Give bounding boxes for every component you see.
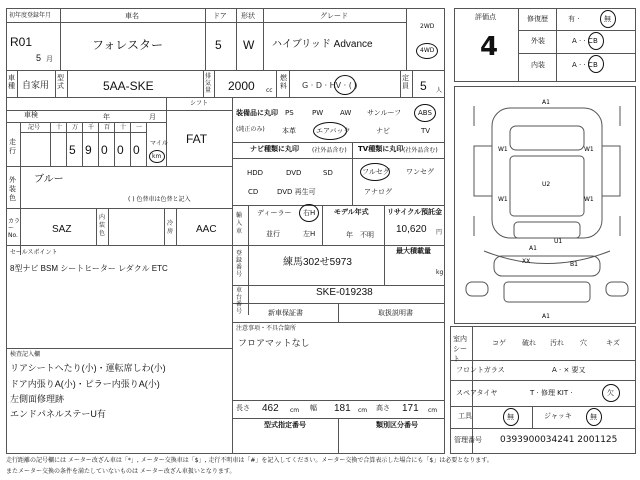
doors-value: 5 xyxy=(215,38,222,52)
fuel-hv-circle xyxy=(334,75,356,95)
inspection-month-unit: 月 xyxy=(149,113,156,121)
reg-label: 登録番号 xyxy=(236,250,243,278)
color-value: ブルー xyxy=(34,174,64,185)
navi-dvd-play: DVD 再生可 xyxy=(277,188,316,196)
diag-a1-top: A1 xyxy=(542,99,550,106)
equip-aw: AW xyxy=(340,109,352,117)
seat-yogore: 汚れ xyxy=(550,339,564,347)
unit-6: 一 xyxy=(136,124,143,131)
spare-selected: 欠 xyxy=(607,389,614,397)
import-dealer: ディーラー xyxy=(257,209,292,217)
equip-sunroof: サンルーフ xyxy=(367,109,402,117)
diag-a1-mid: A1 xyxy=(529,245,537,252)
mileage-side-label: 走行 xyxy=(9,138,16,155)
reg-value: 練馬302せ5973 xyxy=(283,257,352,268)
import-parallel: 並行 xyxy=(266,230,280,238)
new-warranty: 新車保証書 xyxy=(268,309,303,317)
equip-ps: PS xyxy=(285,109,294,117)
unit-3: 千 xyxy=(88,124,95,131)
spare-label: スペアタイヤ xyxy=(456,389,498,397)
car-damage-diagram xyxy=(454,86,636,324)
color-note: ( ) 色替車は色替と記入 xyxy=(128,196,191,203)
navi-dvd: DVD xyxy=(286,169,302,177)
diag-w1-left2: W1 xyxy=(498,196,508,203)
inspector-line-1: リアシートヘたり(小)・運転席しわ(小) xyxy=(10,363,166,373)
front-glass-label: フロントガラス xyxy=(456,366,505,374)
sales-text: 8型ナビ BSM シートヒーター レダクル ETC xyxy=(10,264,168,273)
diag-b1: B1 xyxy=(570,261,578,268)
height-unit: cm xyxy=(428,407,438,414)
front-glass-value: A · × 要又 xyxy=(552,366,586,374)
repair-label: 修復歴 xyxy=(527,15,548,23)
repair-selected: 無 xyxy=(604,15,611,23)
notes-value: フロアマットなし xyxy=(238,338,310,348)
equip-pw: PW xyxy=(312,109,324,117)
navi-type-sub: (社外品含む) xyxy=(312,147,347,154)
diag-w1-left: W1 xyxy=(498,146,508,153)
recycle-label: リサイクル預託金 xyxy=(387,208,443,216)
equip-airbag: エアバック xyxy=(316,127,351,135)
displacement-label: 排気量 xyxy=(205,73,212,94)
navi-hdd: HDD xyxy=(247,169,264,177)
jack-label: ジャッキ xyxy=(544,412,572,420)
import-rh: 右H xyxy=(303,209,316,217)
tools-selected: 無 xyxy=(507,413,514,421)
capacity-label: 定員 xyxy=(402,74,409,90)
equip-navi: ナビ xyxy=(376,127,390,135)
unit-5: 十 xyxy=(120,124,127,131)
length-unit: cm xyxy=(290,407,300,414)
persons-unit: 人 xyxy=(436,87,443,94)
notes-label: 注意事項・不具合箇所 xyxy=(236,325,297,332)
jack-selected: 無 xyxy=(590,413,597,421)
color-side-label: 外装色 xyxy=(9,176,16,202)
seat-kizu: キズ xyxy=(606,339,620,347)
tv-fullseg: フルセグ xyxy=(362,168,390,176)
manage-label: 管理番号 xyxy=(454,436,482,444)
model-label: 型式 xyxy=(57,74,64,90)
tv-oneseg: ワンセグ xyxy=(406,168,434,176)
shift-value: FAT xyxy=(186,132,208,146)
km-label: km xyxy=(152,153,162,160)
model-year-value: 年 不明 xyxy=(346,231,374,239)
interior-label: 内装 xyxy=(531,61,545,69)
car-name: フォレスター xyxy=(92,38,164,52)
tools-label: 工具 xyxy=(458,412,472,420)
width-unit: cm xyxy=(358,407,368,414)
seat-ana: 穴 xyxy=(580,339,587,347)
unit-0: 記号 xyxy=(28,124,41,131)
width-value: 181 xyxy=(334,403,351,414)
score-value: 4 xyxy=(480,32,499,62)
drive-4wd: 4WD xyxy=(420,47,435,54)
score-label: 評価点 xyxy=(475,13,496,21)
equip-header-sub: (純正のみ) xyxy=(236,126,265,133)
first-reg-label: 初年度登録年月 xyxy=(9,12,52,19)
first-reg-month: 5 xyxy=(36,53,42,63)
unit-1: 十 xyxy=(56,124,63,131)
footer-line-1: 走行距離の記号欄には メーター改ざん車は「*」, メーター交換車は「$」, 走行不明車は「#」を記入してください。メーター交換で合算表示した場合にも「$」は必要となります。 xyxy=(6,457,493,464)
digit-1: 5 xyxy=(69,143,76,157)
diag-w1-right: W1 xyxy=(584,146,594,153)
repair-options: 有 · xyxy=(568,15,580,23)
interior-selected: B xyxy=(593,61,598,69)
month-unit: 月 xyxy=(46,55,53,63)
grade-label: グレード xyxy=(320,12,348,20)
digit-5: 0 xyxy=(133,143,140,157)
diag-u2: U2 xyxy=(542,181,551,188)
inspector-label: 検査記入欄 xyxy=(10,351,41,358)
import-label: 輸入車 xyxy=(236,212,243,235)
max-load-label: 最大積載量 xyxy=(396,247,431,255)
width-label: 幅 xyxy=(310,404,317,412)
digit-2: 9 xyxy=(85,143,92,157)
type-spec-label: 型式指定番号 xyxy=(264,421,306,429)
digit-3: 0 xyxy=(101,143,108,157)
int-color-label: 内装色 xyxy=(99,214,106,237)
max-load-unit: kg xyxy=(436,269,444,276)
recycle-yen: 円 xyxy=(436,229,443,236)
digit-4: 0 xyxy=(117,143,124,157)
length-label: 長さ xyxy=(236,404,250,412)
mile-label: マイル xyxy=(150,140,168,147)
tv-analog: アナログ xyxy=(364,188,392,196)
model-value: 5AA-SKE xyxy=(103,79,154,93)
import-lh: 左H xyxy=(303,230,316,238)
seat-yabure: 破れ xyxy=(522,339,536,347)
footer-line-2: またメーター交換の条件を満たしていないものは メーター改ざん車扱いとなります。 xyxy=(6,468,236,475)
type-label: 車種 xyxy=(8,74,15,90)
recycle-value: 10,620 xyxy=(396,224,427,235)
interior-seat-label: 室内シート xyxy=(453,335,467,363)
equip-abs: ABS xyxy=(418,109,432,117)
navi-type-label: ナビ種類に丸印 xyxy=(250,145,299,153)
model-year-label: モデル年式 xyxy=(334,208,369,216)
inspector-line-3: 左側面修理跡 xyxy=(10,394,65,404)
sales-label: セールスポイント xyxy=(10,249,58,256)
equip-header: 装備品に丸印 xyxy=(236,109,278,117)
color-no-value: SAZ xyxy=(52,224,72,235)
car-name-label: 車名 xyxy=(125,12,139,20)
fuel-label: 燃料 xyxy=(280,74,287,90)
inspection-year-unit: 年 xyxy=(103,113,110,121)
length-value: 462 xyxy=(262,403,279,414)
height-value: 171 xyxy=(402,403,419,414)
diag-xx: XX xyxy=(522,258,531,265)
navi-sd: SD xyxy=(323,169,333,177)
ac-value: AAC xyxy=(196,224,217,235)
drive-2wd: 2WD xyxy=(420,23,435,30)
shift-label: シフト xyxy=(190,100,209,107)
doors-label: ドア xyxy=(213,12,227,20)
inspector-line-4: エンドパネルステーU有 xyxy=(10,409,106,419)
grade-value: ハイブリッド Advance xyxy=(272,39,373,50)
exterior-options: A · · C xyxy=(572,37,593,45)
class-code-label: 類別区分番号 xyxy=(376,421,418,429)
chassis-label: 車台番号 xyxy=(236,287,243,315)
interior-options: A · · C xyxy=(572,61,593,69)
color-no-label: カラーNo. xyxy=(8,218,21,239)
tv-type-sub: (社外品含む) xyxy=(403,147,438,154)
capacity-value: 5 xyxy=(420,79,427,93)
manage-value: 0393900034241 2001125 xyxy=(500,435,618,445)
fuel-options: G · D · HV · ( ) xyxy=(302,81,358,90)
exterior-label: 外装 xyxy=(531,37,545,45)
cc-unit: cc xyxy=(266,87,273,94)
diag-w1-right2: W1 xyxy=(584,196,594,203)
unit-4: 百 xyxy=(104,124,111,131)
use-value: 自家用 xyxy=(22,80,50,90)
displacement-value: 2000 xyxy=(228,79,255,93)
inspector-line-2: ドア内張りA(小)・ピラー内張りA(小) xyxy=(10,379,160,389)
inspection-label: 車検 xyxy=(24,111,38,119)
equip-tv: TV xyxy=(421,127,431,135)
diag-a1-bottom: A1 xyxy=(542,313,550,320)
exterior-selected: B xyxy=(593,37,598,45)
chassis-value: SKE-019238 xyxy=(316,287,373,298)
manual: 取扱説明書 xyxy=(378,309,413,317)
first-reg-year: R01 xyxy=(10,35,33,49)
shape-label: 形状 xyxy=(241,12,255,20)
equip-leather: 本革 xyxy=(282,127,296,135)
shape-value: W xyxy=(243,38,255,52)
ac-label: 冷房 xyxy=(167,220,174,235)
seat-koge: コゲ xyxy=(492,339,506,347)
spare-options: T · 修理 KIT · xyxy=(530,389,573,397)
navi-cd: CD xyxy=(248,188,259,196)
height-label: 高さ xyxy=(376,404,390,412)
diag-u1: U1 xyxy=(554,238,563,245)
unit-2: 万 xyxy=(72,124,79,131)
tv-type-label: TV種類に丸印 xyxy=(358,145,404,153)
